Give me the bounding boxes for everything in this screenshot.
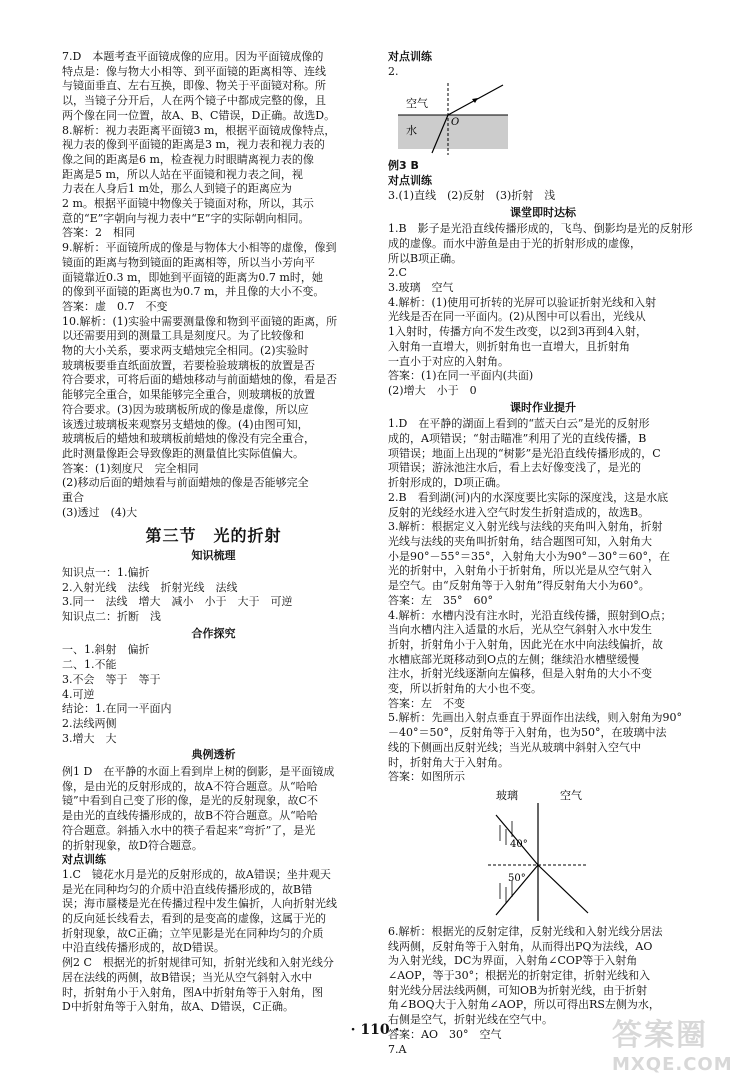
text-line: 的折射现象，故D符合题意。 bbox=[62, 838, 203, 852]
ketang-block bbox=[388, 222, 698, 398]
text-line: 是光在同种均匀的介质中沿直线传播形成的，故B错 bbox=[62, 882, 313, 896]
water-label: 水 bbox=[406, 124, 417, 138]
text-line: 射光线分居法线两侧，可知OB为折射光线，由于折射 bbox=[388, 983, 648, 997]
text-line: 误；海市蜃楼是光在传播过程中发生偏折，人向折射光线 bbox=[62, 897, 337, 911]
text-line: 成的，A项错误；“射击瞄准”利用了光的直线传播，B bbox=[388, 432, 647, 446]
text-line: 3.不会 等于 等于 bbox=[62, 672, 161, 686]
text-line: 意的“E”字朝向与视力表中“E”字的实际朝向相同。 bbox=[62, 211, 310, 225]
text-line: 3.同一 法线 增大 减小 小于 大于 可逆 bbox=[62, 595, 293, 609]
text-line: 变，所以折射角的大小也不变。 bbox=[388, 682, 542, 696]
text-line: 7.D 本题考查平面镜成像的应用。因为平面镜成像的 bbox=[62, 50, 324, 63]
text-line: 光线与法线的夹角叫折射角，结合题图可知，入射角大 bbox=[388, 534, 652, 548]
watermark-logo bbox=[612, 1010, 744, 1075]
text-line: 重合 bbox=[62, 491, 84, 505]
text-line: 以，当镜子分开后，人在两个镜子中都成完整的像，且 bbox=[62, 94, 326, 108]
text-line: 居在法线的两侧，故B错误；当光从空气斜射入水中 bbox=[62, 970, 313, 984]
text-line: 为入射光线，DC为界面，入射角∠COP等于入射角 bbox=[388, 954, 638, 968]
text-line: 角∠BOQ大于入射角∠AOP，所以可得出RS左侧为水， bbox=[388, 998, 660, 1012]
text-line: 例1 D 在平静的水面上看到岸上树的倒影，是平面镜成 bbox=[62, 765, 335, 779]
text-line: 二、1.不能 bbox=[62, 658, 117, 672]
text-line: 答案：左 35° 60° bbox=[388, 593, 493, 607]
text-line: 答案：左 不变 bbox=[388, 696, 465, 710]
text-line: 能够完全重合，如果能够完全重合，则玻璃板的放置 bbox=[62, 388, 315, 402]
text-line: 5.解析：先画出入射点垂直于界面作出法线，则入射角为90° bbox=[388, 711, 682, 725]
text-line: 10.解析：(1)实验中需要测量像和物到平面镜的距离，所 bbox=[62, 314, 338, 328]
text-line: 答案：虚 0.7 不变 bbox=[62, 299, 168, 313]
zhishi-heading: 知识梳理 bbox=[191, 549, 236, 563]
ketang-heading: 课堂即时达标 bbox=[510, 205, 576, 219]
text-line: 所以B项正确。 bbox=[388, 251, 463, 265]
text-line: 镜面的距离与物到镜面的距离相等，所以当小芳向平 bbox=[62, 255, 315, 269]
text-line: 4.可逆 bbox=[62, 687, 95, 701]
text-line: 右侧是空气，折射光线在空气中。 bbox=[388, 1013, 553, 1027]
text-line: (3)透过 (4)大 bbox=[62, 505, 138, 519]
text-line: 水槽底部光斑移动到O点的左侧；继续沿水槽壁缓慢 bbox=[388, 652, 640, 666]
text-line: 物的大小关系，要求两支蜡烛完全相同。(2)实验时 bbox=[62, 344, 309, 358]
text-line: 2.B 看到湖(河)内的水深度要比实际的深度浅，这是水底 bbox=[388, 490, 669, 504]
text-line: 9.解析：平面镜所成的像是与物体大小相等的虚像，像到 bbox=[62, 241, 337, 255]
text-line: 知识点二：折断 浅 bbox=[62, 610, 161, 624]
text-line: 6.解析：根据光的反射定律，反射光线和入射光线分居法 bbox=[388, 924, 663, 938]
text-line: 玻璃板要垂直纸面放置，若要检验玻璃板的放置是否 bbox=[62, 358, 315, 372]
text-line: 一、1.斜射 偏折 bbox=[62, 643, 150, 657]
text-line: 1.B 影子是光沿直线传播形成的，飞鸟、倒影均是光的反射形 bbox=[388, 222, 693, 236]
text-line: 以还需要用到的测量工具是刻度尺。为了比较像和 bbox=[62, 329, 304, 343]
glass-label: 玻璃 bbox=[496, 788, 518, 802]
text-line: 反射的光线经水进入空气时发生折射造成的，故选B。 bbox=[388, 505, 650, 519]
text-line: 小是90°－55°＝35°，入射角大小为90°－30°＝60°，在 bbox=[388, 549, 670, 563]
text-line: 答案：2 相同 bbox=[62, 226, 135, 240]
duidian-block bbox=[62, 868, 365, 1015]
text-line: 当向水槽内注入适量的水后，光从空气斜射入水中发生 bbox=[388, 623, 652, 637]
text-line: 成的虚像。而水中游鱼是由于光的折射形成的虚像， bbox=[388, 236, 641, 250]
text-line: 答案：(1)刻度尺 完全相同 bbox=[62, 461, 199, 475]
text-line: 折射形成的，D项正确。 bbox=[388, 476, 507, 490]
text-line: 时，折射角大于入射角。 bbox=[388, 755, 509, 769]
text-line: 是由光的直线传播形成的，故B不符合题意。从“哈哈 bbox=[62, 809, 318, 823]
zhishi-block bbox=[62, 566, 365, 625]
text-line: 1.C 镜花水月是光的反射形成的，故A错误；坐井观天 bbox=[62, 867, 331, 881]
q7-line: 7.A bbox=[388, 1042, 407, 1056]
text-line: (2)增大 小于 0 bbox=[388, 383, 477, 397]
watermark-line2: MXQE.COM bbox=[612, 1054, 733, 1075]
text-line: 答案：AO 30° 空气 bbox=[388, 1027, 502, 1041]
text-line: ∠AOP，等于30°；根据光的折射定律，折射光线和入 bbox=[388, 969, 651, 983]
text-line: 面镜靠近0.3 m，即她到平面镜的距离为0.7 m时，她 bbox=[62, 270, 323, 284]
text-line: 是空气。由“反射角等于入射角”得反射角大小为60°。 bbox=[388, 579, 650, 593]
text-line: 1.D 在平静的湖面上看到的“蓝天白云”是光的反射形 bbox=[388, 417, 650, 431]
text-line: 4.解析：水槽内没有注水时，光沿直线传播，照射到O点； bbox=[388, 608, 672, 622]
text-line: 折射，折射角小于入射角，因此光在水中向法线偏折，故 bbox=[388, 637, 663, 651]
text-line: 距离是5 m，所以人站在平面镜和视力表之间，视 bbox=[62, 167, 303, 181]
text-line: 项错误；游泳池注水后，看上去好像变浅了，是光的 bbox=[388, 461, 641, 475]
incident-arrow bbox=[472, 98, 478, 103]
angle-40-label: 40° bbox=[510, 838, 528, 850]
hezuo-block bbox=[62, 643, 365, 746]
text-line: 结论：1.在同一平面内 bbox=[62, 702, 172, 716]
text-line: 4.解析：(1)使用可折转的光屏可以验证折射光线和入射 bbox=[388, 295, 657, 309]
left-column bbox=[62, 50, 365, 1015]
text-line: 项错误；地面上出现的“树影”是光沿直线传播形成的，C bbox=[388, 446, 661, 460]
text-line: 折射现象，故C正确；立竿见影是光在同种均匀的介质 bbox=[62, 926, 324, 940]
text-line: 符合要求，可将后面的蜡烛移动与前面蜡烛的像，看是否 bbox=[62, 373, 337, 387]
text-line: 8.解析：视力表距离平面镜3 m，根据平面镜成像特点， bbox=[62, 123, 336, 137]
text-line: 光线是否在同一平面内。(2)从图中可以看出，光线从 bbox=[388, 310, 646, 324]
angle-50-label: 50° bbox=[508, 872, 526, 884]
text-line: 注水，折射光线逐渐向左偏移，但是入射角的大小不变 bbox=[388, 667, 652, 681]
text-line: 2.C bbox=[388, 266, 407, 280]
text-line: 光的折射中，入射角小于折射角，所以光是从空气射入 bbox=[388, 564, 652, 578]
text-line: 3.玻璃 空气 bbox=[388, 281, 454, 295]
text-line: 3.增大 大 bbox=[62, 731, 117, 745]
duidian2-line: 3.(1)直线 (2)反射 (3)折射 浅 bbox=[388, 188, 556, 202]
text-line: 玻璃板后的蜡烛和玻璃板前蜡烛的像没有完全重合， bbox=[62, 432, 315, 446]
text-line: 线两侧，反射角等于入射角，从而得出PQ为法线，AO bbox=[388, 939, 653, 953]
text-line: 1入射时，传播方向不发生改变，以2到3再到4入射， bbox=[388, 325, 647, 339]
watermark-line1: 答案圈 bbox=[612, 1018, 708, 1053]
text-line: 中沿直线传播形成的，故D错误。 bbox=[62, 941, 225, 955]
text-line: 的反向延长线看去，看到的是变高的虚像，这属于光的 bbox=[62, 912, 326, 926]
keshi-heading: 课时作业提升 bbox=[510, 400, 576, 414]
text-line: 知识点一：1.偏折 bbox=[62, 565, 150, 579]
point-o-label: O bbox=[451, 117, 460, 129]
text-line: 视力表的像到平面镜的距离是3 m，视力表和视力表的 bbox=[62, 138, 325, 152]
text-line: 答案：如图所示 bbox=[388, 770, 465, 784]
text-line: D中折射角等于入射角，故A、D错误，C正确。 bbox=[62, 1000, 294, 1014]
page-number: · 110 · bbox=[350, 1022, 400, 1038]
keshi-block bbox=[388, 417, 698, 785]
text-line: 该透过玻璃板来观察另支蜡烛的像。(4)由图可知， bbox=[62, 417, 309, 431]
air-label-2: 空气 bbox=[560, 788, 582, 802]
right-column bbox=[388, 50, 698, 1057]
section-title: 第三节 光的折射 bbox=[145, 525, 282, 545]
dianli-heading: 典例透析 bbox=[191, 748, 236, 762]
text-line: 3.解析：根据定义入射光线与法线的夹角叫入射角，折射 bbox=[388, 520, 663, 534]
text-line: 入射角一直增大，则折射角也一直增大，且折射角 bbox=[388, 339, 630, 353]
duidian2-heading: 对点训练 bbox=[388, 174, 432, 188]
text-line: 一直小于对应的入射角。 bbox=[388, 354, 509, 368]
text-line: 时，折射角小于入射角，图A中折射角等于入射角，图 bbox=[62, 985, 323, 999]
text-line: 例2 C 根据光的折射规律可知，折射光线和入射光线分 bbox=[62, 956, 334, 970]
text-line: 两个像在同一位置，故A、B、C错误，D正确。故选D。 bbox=[62, 108, 336, 122]
refraction-figure-2 bbox=[388, 785, 688, 925]
text-line: 2.入射光线 法线 折射光线 法线 bbox=[62, 580, 238, 594]
dianli-block bbox=[62, 765, 365, 853]
text-line: 像，是由光的反射形成的，故A不符合题意。从“哈哈 bbox=[62, 779, 318, 793]
duidian-heading: 对点训练 bbox=[62, 853, 106, 867]
text-line: 的像到平面镜的距离也为0.7 m，并且像的大小不变。 bbox=[62, 285, 325, 299]
text-line: (2)移动后面的蜡烛看与前面蜡烛的像是否能够完全 bbox=[62, 476, 309, 490]
text-line: 符合题意。斜插入水中的筷子看起来“弯折”了，是光 bbox=[62, 823, 316, 837]
text-line: 2 m。根据平面镜中物像关于镜面对称，所以，其示 bbox=[62, 197, 314, 211]
text-line: 符合要求。(3)因为玻璃板所成的像是虚像，所以应 bbox=[62, 402, 309, 416]
hezuo-heading: 合作探究 bbox=[191, 626, 236, 640]
prev-section-answers bbox=[62, 50, 365, 521]
li3-line: 例3 B bbox=[388, 159, 419, 173]
text-line: 此时测量像距会导致像距的测量值比实际值偏大。 bbox=[62, 446, 304, 460]
text-line: 2.法线两侧 bbox=[62, 716, 117, 730]
glass-hatching bbox=[500, 821, 512, 903]
text-line: －40°＝50°，反射角等于入射角，也为50°，在玻璃中法 bbox=[388, 726, 667, 740]
text-line: 力表在人身后1 m处，那么人到镜子的距离应为 bbox=[62, 182, 292, 196]
text-line: 特点是：像与物大小相等、到平面镜的距离相等、连线 bbox=[62, 64, 326, 78]
text-line: 镜”中看到自己变了形的像，是光的反射现象，故C不 bbox=[62, 794, 319, 808]
item-2-label: 2. bbox=[388, 64, 399, 78]
refraction-figure-1 bbox=[388, 79, 588, 159]
text-line: 答案：(1)在同一平面内(共面) bbox=[388, 369, 534, 383]
text-line: 与镜面垂直、左右互换，即像、物关于平面镜对称。所 bbox=[62, 79, 326, 93]
text-line: 线的下侧画出反射光线；当光从玻璃中斜射入空气中 bbox=[388, 740, 641, 754]
text-line: 像之间的距离是6 m，检查视力时眼睛离视力表的像 bbox=[62, 152, 314, 166]
air-label: 空气 bbox=[406, 97, 428, 111]
duidian-heading-right: 对点训练 bbox=[388, 50, 432, 63]
refracted-ray-2 bbox=[538, 865, 588, 913]
